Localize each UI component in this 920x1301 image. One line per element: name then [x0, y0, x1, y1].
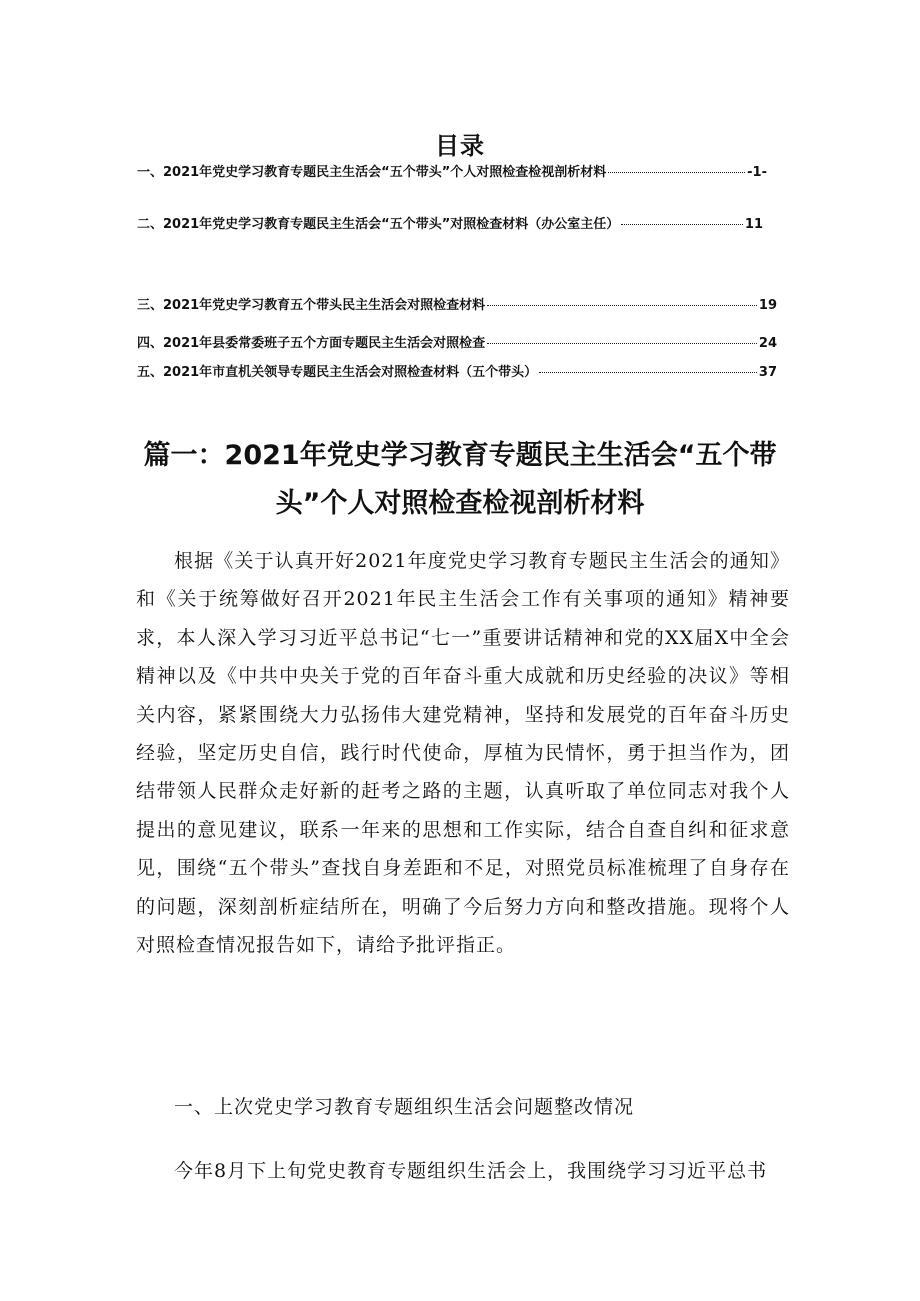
toc-entry[interactable] — [137, 213, 763, 233]
toc-page-number: 11 — [744, 217, 763, 232]
body-paragraph: 今年8月下上旬党史教育专题组织生活会上，我围绕学习习近平总书 — [174, 1160, 768, 1182]
toc-leader-dots — [621, 224, 743, 225]
toc-page-number: 19 — [758, 298, 777, 313]
article-title: 篇一：2021年党史学习教育专题民主生活会“五个带头”个人对照检查检视剖析材料 — [143, 440, 777, 519]
toc-entry-text: 二、2021年党史学习教育专题民主生活会“五个带头”对照检查材料（办公室主任） — [137, 217, 620, 232]
toc-entry[interactable] — [137, 161, 767, 181]
toc-page-number: 24 — [758, 336, 777, 351]
section-heading: 一、上次党史学习教育专题组织生活会问题整改情况 — [174, 1096, 635, 1118]
toc-leader-dots — [539, 372, 757, 373]
body-paragraph: 根据《关于认真开好2021年度党史学习教育专题民主生活会的通知》和《关于统筹做好召开2021年民主生活会工作有关事项的通知》精神要求，本人深入学习习近平总书记“七一”重要讲话精神和党的XX届X中全会精神以及《中共中央关于党的百年奋斗重大成就和历史经验的决议》等相关内容，紧紧围绕大力弘扬伟大建党精神，坚持和发展党的百年奋斗历史经验，坚定历史自信，践行时代使命，厚植为民情怀，勇于担当作为，团结带领人民群众走好新的赶考之路的主题，认真听取了单位同志对我个人提出的意见建议，联系一年来的思想和工作实际，结合自查自纠和征求意见，围绕“五个带头”查找自身差距和不足，对照党员标准梳理了自身存在的问题，深刻剖析症结所在，明确了今后努力方向和整改措施。现将个人对照检查情况报告如下，请给予批评指正。 — [136, 550, 790, 957]
toc-page-number: 37 — [758, 365, 777, 380]
toc-leader-dots — [608, 172, 745, 173]
toc-entry-text: 三、2021年党史学习教育五个带头民主生活会对照检查材料 — [137, 298, 486, 313]
toc-entry-text: 一、2021年党史学习教育专题民主生活会“五个带头”个人对照检查检视剖析材料 — [137, 165, 607, 180]
toc-entry[interactable] — [137, 332, 777, 352]
toc-page-number: -1- — [747, 165, 767, 180]
toc-entry[interactable] — [137, 294, 777, 314]
toc-entry[interactable] — [137, 361, 777, 381]
toc-title: 目录 — [435, 132, 485, 160]
toc-entry-text: 五、2021年市直机关领导专题民主生活会对照检查材料（五个带头） — [137, 365, 538, 380]
toc-leader-dots — [487, 305, 757, 306]
toc-entry-text: 四、2021年县委常委班子五个方面专题民主生活会对照检查 — [137, 336, 486, 351]
toc-leader-dots — [487, 343, 757, 344]
